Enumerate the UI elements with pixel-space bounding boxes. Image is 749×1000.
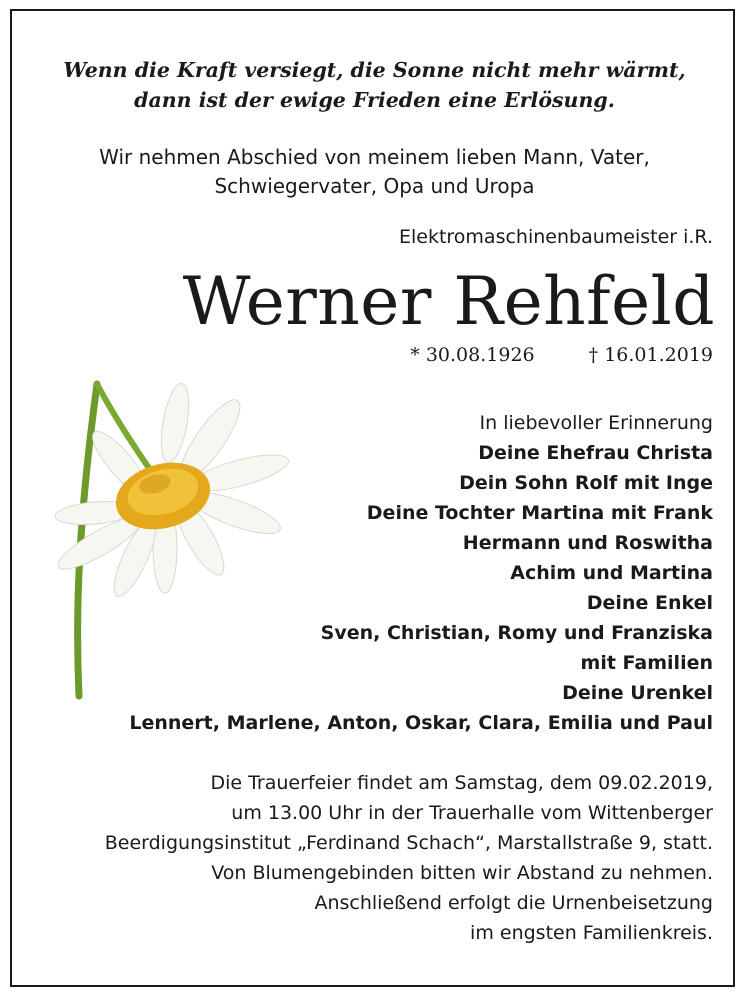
ceremony-line: Die Trauerfeier findet am Samstag, dem 09.02.2019, xyxy=(210,772,713,794)
intro-line-2: Schwiegervater, Opa und Uropa xyxy=(214,174,535,198)
ceremony-info xyxy=(105,768,713,948)
ceremony-line: Von Blumengebinden bitten wir Abstand zu nehmen. xyxy=(211,862,713,884)
mourner-line: mit Familien xyxy=(580,652,713,674)
intro-text xyxy=(0,143,749,201)
motto xyxy=(0,55,749,115)
mourner-line: Lennert, Marlene, Anton, Oskar, Clara, Emilia und Paul xyxy=(129,712,713,734)
ceremony-line: Anschließend erfolgt die Urnenbeisetzung xyxy=(314,892,713,914)
mourner-line: Sven, Christian, Romy und Franziska xyxy=(320,622,713,644)
mourner-line: Deine Enkel xyxy=(586,592,713,614)
ceremony-line: um 13.00 Uhr in der Trauerhalle vom Wittenberger xyxy=(231,802,713,824)
intro-line-1: Wir nehmen Abschied von meinem lieben Mann, Vater, xyxy=(99,145,650,169)
ceremony-line: im engsten Familienkreis. xyxy=(470,922,713,944)
death-date: † 16.01.2019 xyxy=(588,344,713,366)
mourners-lead: In liebevoller Erinnerung xyxy=(479,412,713,434)
motto-line-2: dann ist der ewige Frieden eine Erlösung. xyxy=(134,88,615,112)
mourner-line: Hermann und Roswitha xyxy=(462,532,713,554)
birth-date: * 30.08.1926 xyxy=(410,344,535,366)
motto-line-1: Wenn die Kraft versiegt, die Sonne nicht mehr wärmt, xyxy=(63,58,686,82)
deceased-occupation: Elektromaschinenbaumeister i.R. xyxy=(398,226,713,248)
mourner-line: Deine Tochter Martina mit Frank xyxy=(366,502,713,524)
life-dates xyxy=(410,344,713,366)
mourner-line: Achim und Martina xyxy=(510,562,713,584)
ceremony-line: Beerdigungsinstitut „Ferdinand Schach“, Marstallstraße 9, statt. xyxy=(104,832,713,854)
deceased-name: Werner Rehfeld xyxy=(182,263,715,340)
mourners-list xyxy=(129,408,713,738)
mourner-line: Deine Urenkel xyxy=(562,682,713,704)
mourner-line: Dein Sohn Rolf mit Inge xyxy=(459,472,713,494)
mourner-line: Deine Ehefrau Christa xyxy=(478,442,713,464)
